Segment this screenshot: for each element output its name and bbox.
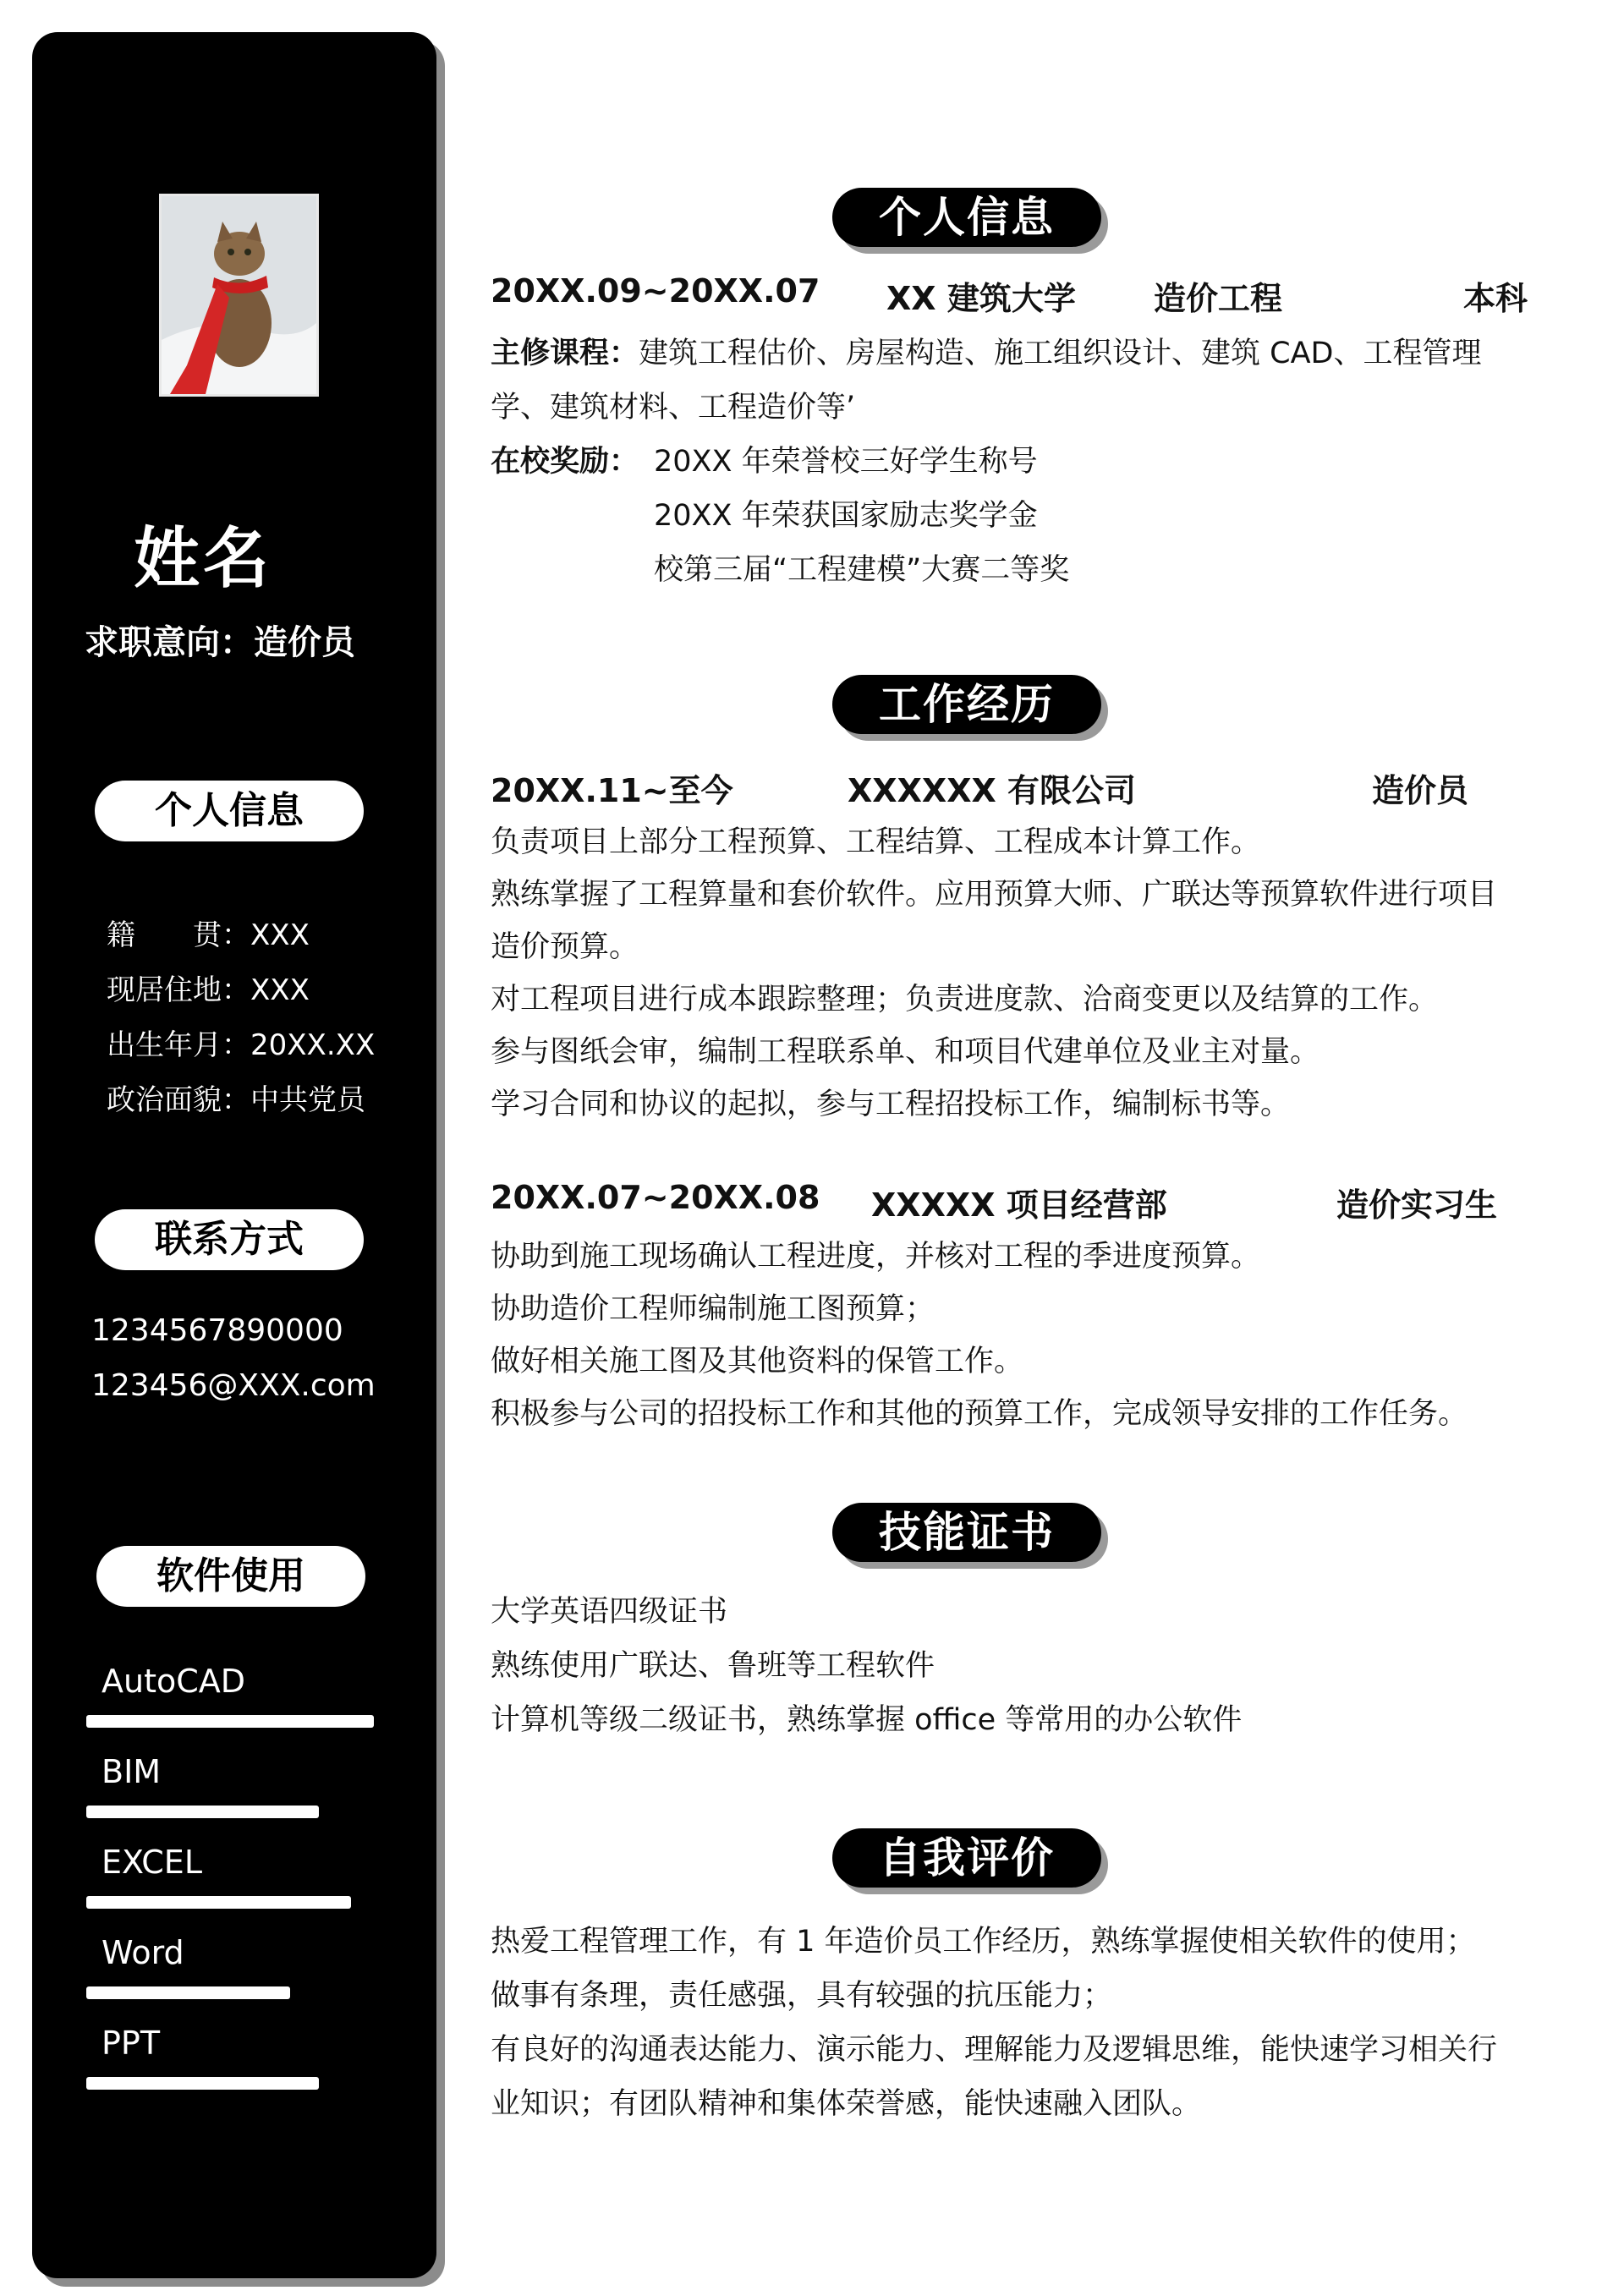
self-eval-heading: 自我评价 [832, 1828, 1101, 1888]
skill-cert: 熟练使用广联达、鲁班等工程软件 [491, 1649, 935, 1683]
info-label: 现居住地： [107, 973, 250, 1007]
info-value: 20XX.XX [250, 1028, 376, 1062]
candidate-name: 姓名 [134, 521, 273, 597]
skill-bar-word [86, 1986, 290, 1999]
cat-photo-image [162, 196, 316, 394]
education-major: 造价工程 [1154, 280, 1283, 317]
skill-bar-autocad [86, 1715, 374, 1728]
skill-name-autocad: AutoCAD [102, 1663, 246, 1700]
sidebar [32, 32, 436, 2278]
info-label: 出生年月： [107, 1028, 250, 1062]
education-degree: 本科 [1463, 280, 1528, 317]
job-1-duty: 造价预算。 [491, 930, 639, 964]
job-1-period: 20XX.11~至今 [491, 772, 733, 809]
info-value: XXX [250, 973, 310, 1007]
award-item: 校第三届“工程建模”大赛二等奖 [654, 553, 1070, 587]
skill-name-excel: EXCEL [102, 1844, 202, 1881]
job-2-duty: 做好相关施工图及其他资料的保管工作。 [491, 1345, 1024, 1378]
job-2-duty: 协助造价工程师编制施工图预算； [491, 1292, 935, 1326]
job-1-duty: 熟练掌握了工程算量和套价软件。应用预算大师、广联达等预算软件进行项目 [491, 878, 1498, 912]
job-2-company: XXXXX 项目经营部 [871, 1186, 1167, 1224]
skill-bar-ppt [86, 2077, 319, 2090]
info-row-hometown [107, 912, 310, 953]
self-eval-line: 有良好的沟通表达能力、演示能力、理解能力及逻辑思维，能快速学习相关行 [491, 2033, 1498, 2067]
personal-info-heading: 个人信息 [95, 781, 364, 841]
skill-name-ppt: PPT [102, 2025, 161, 2062]
info-label: 政治面貌： [107, 1083, 250, 1117]
job-2-duty: 积极参与公司的招投标工作和其他的预算工作，完成领导安排的工作任务。 [491, 1397, 1468, 1431]
skill-bar-excel [86, 1896, 351, 1909]
contact-heading: 联系方式 [95, 1209, 364, 1270]
contact-phone: 1234567890000 [91, 1313, 343, 1348]
info-label: 籍 贯： [107, 918, 250, 952]
skill-name-bim: BIM [102, 1753, 162, 1790]
skills-heading: 技能证书 [832, 1503, 1101, 1562]
education-heading: 个人信息 [832, 188, 1101, 247]
job-1-duty: 学习合同和协议的起拟，参与工程招投标工作，编制标书等。 [491, 1088, 1291, 1121]
job-1-duty: 参与图纸会审，编制工程联系单、和项目代建单位及业主对量。 [491, 1035, 1320, 1069]
job-1-duty: 负责项目上部分工程预算、工程结算、工程成本计算工作。 [491, 825, 1261, 859]
info-row-politics [107, 1077, 365, 1118]
info-value: 中共党员 [250, 1083, 365, 1117]
skill-cert: 计算机等级二级证书，熟练掌握 office 等常用的办公软件 [491, 1703, 1243, 1737]
courses-line-2: 学、建筑材料、工程造价等’ [491, 391, 856, 425]
skill-name-word: Word [102, 1934, 184, 1971]
awards-label: 在校奖励： [491, 445, 639, 479]
software-heading: 软件使用 [96, 1546, 365, 1607]
job-1-company: XXXXXX 有限公司 [848, 772, 1137, 809]
skill-bar-bim [86, 1806, 319, 1818]
self-eval-line: 业知识；有团队精神和集体荣誉感，能快速融入团队。 [491, 2087, 1202, 2121]
award-item: 20XX 年荣誉校三好学生称号 [654, 445, 1038, 479]
self-eval-line: 做事有条理，责任感强，具有较强的抗压能力； [491, 1979, 1113, 2013]
education-school: XX 建筑大学 [886, 280, 1076, 317]
work-heading: 工作经历 [832, 675, 1101, 734]
education-period: 20XX.09~20XX.07 [491, 272, 820, 310]
courses-line [491, 330, 1481, 372]
courses-text: 建筑工程估价、房屋构造、施工组织设计、建筑 CAD、工程管理 [639, 337, 1482, 370]
job-2-duty: 协助到施工现场确认工程进度，并核对工程的季进度预算。 [491, 1240, 1261, 1274]
profile-photo [159, 194, 319, 397]
info-value: XXX [250, 918, 310, 952]
job-2-position: 造价实习生 [1336, 1186, 1498, 1224]
job-1-duty: 对工程项目进行成本跟踪整理；负责进度款、洽商变更以及结算的工作。 [491, 983, 1439, 1016]
contact-email: 123456@XXX.com [91, 1368, 376, 1403]
award-item: 20XX 年荣获国家励志奖学金 [654, 499, 1038, 533]
skill-cert: 大学英语四级证书 [491, 1595, 728, 1629]
info-row-residence [107, 967, 310, 1008]
job-intent: 求职意向：造价员 [85, 623, 355, 662]
courses-label: 主修课程： [491, 337, 639, 370]
info-row-birth [107, 1022, 375, 1063]
self-eval-line: 热爱工程管理工作，有 1 年造价员工作经历，熟练掌握使相关软件的使用； [491, 1925, 1476, 1959]
job-1-position: 造价员 [1372, 772, 1469, 809]
job-2-period: 20XX.07~20XX.08 [491, 1179, 820, 1216]
